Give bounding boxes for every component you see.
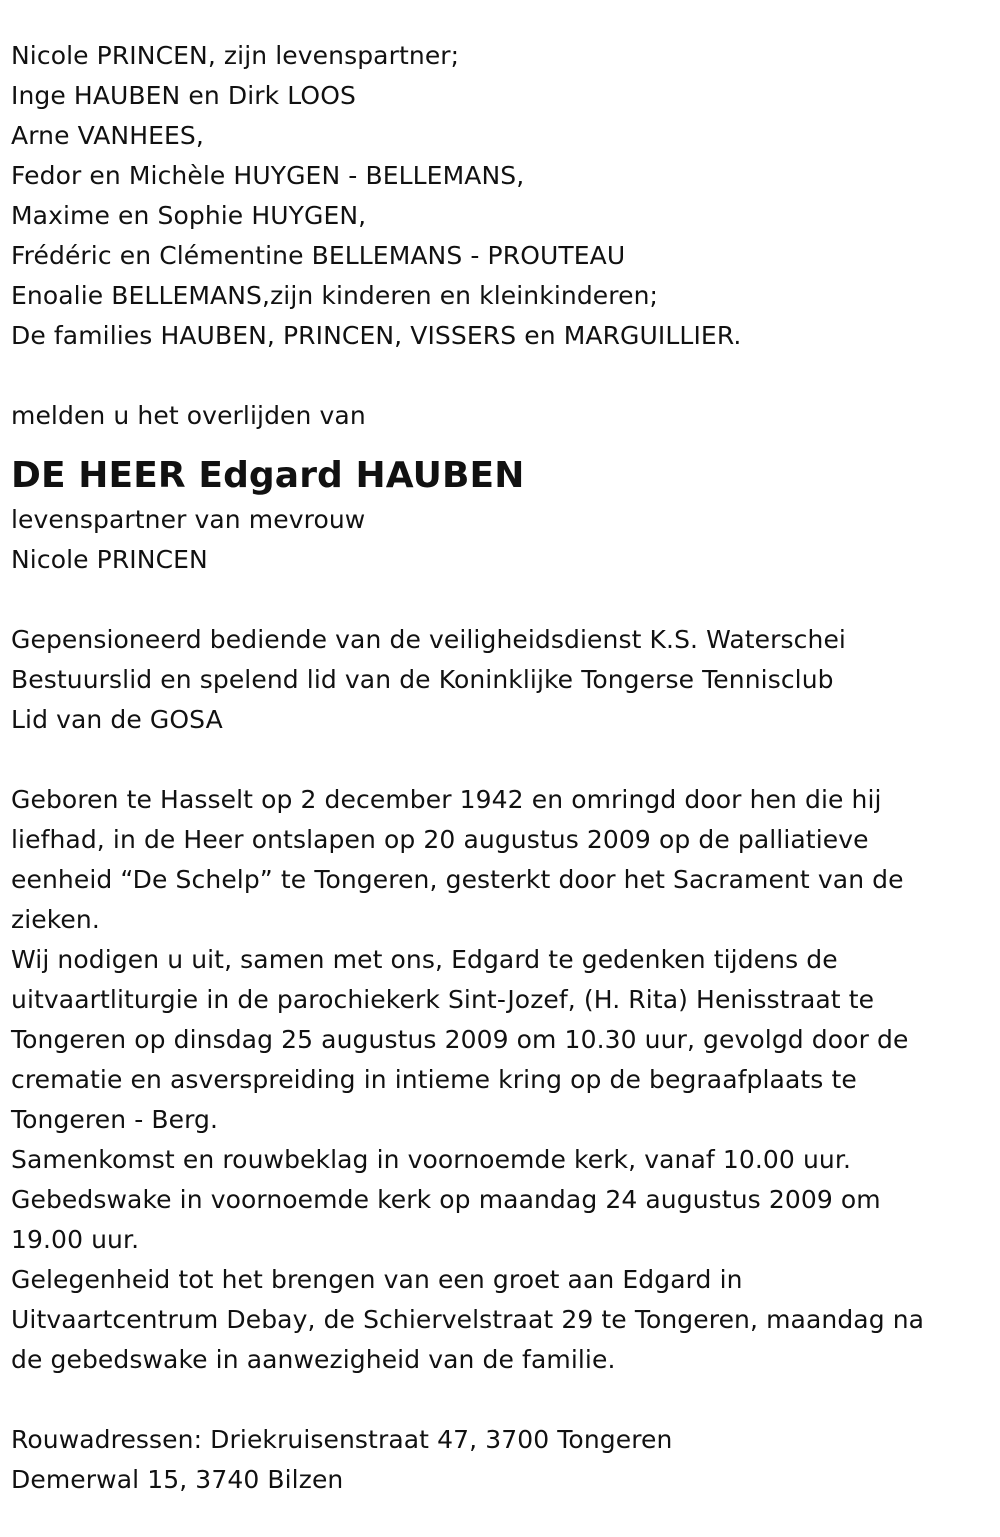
body-line: eenheid “De Schelp” te Tongeren, gesterkt door het Sacrament van de <box>11 865 904 894</box>
body-line: Gebedswake in voornoemde kerk op maandag 24 augustus 2009 om <box>11 1185 881 1214</box>
partner-line: levenspartner van mevrouw <box>11 505 366 534</box>
body-text <box>11 780 991 1380</box>
spacer <box>11 1380 991 1420</box>
role-line: Bestuurslid en spelend lid van de Koninklijke Tongerse Tennisclub <box>11 665 834 694</box>
body-line: Tongeren - Berg. <box>11 1105 219 1134</box>
family-line: Enoalie BELLEMANS,zijn kinderen en kleinkinderen; <box>11 281 659 310</box>
family-line: Maxime en Sophie HUYGEN, <box>11 201 367 230</box>
roles-list <box>11 620 991 740</box>
role-line: Gepensioneerd bediende van de veiligheidsdienst K.S. Waterschei <box>11 625 846 654</box>
obituary-notice <box>11 36 991 1500</box>
address-line: Rouwadressen: Driekruisenstraat 47, 3700 Tongeren <box>11 1425 673 1454</box>
body-line: uitvaartliturgie in de parochiekerk Sint-Jozef, (H. Rita) Henisstraat te <box>11 985 875 1014</box>
family-list <box>11 36 991 356</box>
body-line: Wij nodigen u uit, samen met ons, Edgard te gedenken tijdens de <box>11 945 838 974</box>
family-line: Nicole PRINCEN, zijn levenspartner; <box>11 41 460 70</box>
role-line: Lid van de GOSA <box>11 705 223 734</box>
addresses <box>11 1420 991 1500</box>
spacer <box>11 740 991 780</box>
family-line: De families HAUBEN, PRINCEN, VISSERS en MARGUILLIER. <box>11 321 742 350</box>
body-line: crematie en asverspreiding in intieme kring op de begraafplaats te <box>11 1065 857 1094</box>
family-line: Inge HAUBEN en Dirk LOOS <box>11 81 356 110</box>
body-line: de gebedswake in aanwezigheid van de familie. <box>11 1345 616 1374</box>
body-line: Gelegenheid tot het brengen van een groet aan Edgard in <box>11 1265 743 1294</box>
spacer <box>11 580 991 620</box>
body-line: Uitvaartcentrum Debay, de Schiervelstraat 29 te Tongeren, maandag na <box>11 1305 925 1334</box>
body-line: Geboren te Hasselt op 2 december 1942 en omringd door hen die hij <box>11 785 882 814</box>
announcement-text: melden u het overlijden van <box>11 401 366 430</box>
family-line: Fedor en Michèle HUYGEN - BELLEMANS, <box>11 161 525 190</box>
partner-info <box>11 500 991 580</box>
body-line: 19.00 uur. <box>11 1225 140 1254</box>
spacer <box>11 356 991 396</box>
family-line: Arne VANHEES, <box>11 121 204 150</box>
address-line: Demerwal 15, 3740 Bilzen <box>11 1465 344 1494</box>
deceased-name: DE HEER Edgard HAUBEN <box>11 455 525 496</box>
body-line: Tongeren op dinsdag 25 augustus 2009 om 10.30 uur, gevolgd door de <box>11 1025 909 1054</box>
body-line: liefhad, in de Heer ontslapen op 20 augustus 2009 op de palliatieve <box>11 825 869 854</box>
partner-line: Nicole PRINCEN <box>11 545 208 574</box>
family-line: Frédéric en Clémentine BELLEMANS - PROUTEAU <box>11 241 626 270</box>
body-line: Samenkomst en rouwbeklag in voornoemde kerk, vanaf 10.00 uur. <box>11 1145 851 1174</box>
body-line: zieken. <box>11 905 100 934</box>
